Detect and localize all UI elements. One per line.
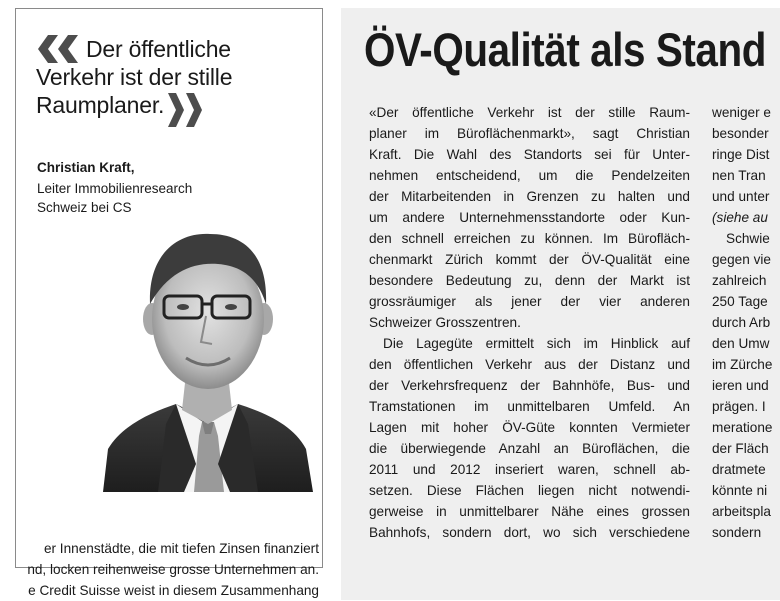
- text-line: Lagen mit hoher ÖV-Güte konnten Vermieter: [369, 420, 690, 435]
- quote-line-1: Der öffentliche: [86, 36, 231, 62]
- text-line: der Fläch: [712, 441, 769, 456]
- text-line: er Innenstädte, die mit tiefen Zinsen finanziert: [43, 541, 319, 556]
- text-line: meratione: [712, 420, 773, 435]
- pull-quote-box: [15, 8, 323, 568]
- text-line: Die Lagegüte ermittelt sich im Hinblick auf: [383, 336, 690, 351]
- text-line: dratmete: [712, 462, 766, 477]
- text-line: im Zürche: [712, 357, 773, 372]
- text-line: und unter: [712, 189, 770, 204]
- quote-author-role: [37, 179, 297, 217]
- text-line: ringe Dist: [712, 147, 770, 162]
- quote-author-name: Christian Kraft,: [37, 160, 135, 175]
- text-line: Tramstationen im unmittelbaren Umfeld. An: [369, 399, 690, 414]
- text-line: Kraft. Die Wahl des Standorts sei für Unter-: [369, 147, 690, 162]
- text-line: «Der öffentliche Verkehr ist der stille Raum-: [369, 105, 690, 120]
- text-line: grossräumiger als jener der vier anderen: [369, 294, 690, 309]
- text-line: gerweise in unmittelbarer Nähe eines grossen: [369, 504, 690, 519]
- text-line: der Mitarbeitenden in Grenzen zu halten und: [369, 189, 690, 204]
- article-column-1: [369, 102, 690, 543]
- close-quote-mark-icon: [168, 93, 204, 127]
- text-line: (siehe au: [712, 210, 768, 225]
- text-line: Schwie: [726, 231, 770, 246]
- author-portrait-photo: [98, 224, 313, 492]
- text-line: zahlreich: [712, 273, 767, 288]
- text-line: die überwiegende Anzahl an Büroflächen, die: [369, 441, 690, 456]
- text-line: könnte ni: [712, 483, 768, 498]
- text-line: sondern: [712, 525, 762, 540]
- article-column-2: [712, 102, 780, 543]
- text-line: besonder: [712, 126, 769, 141]
- text-line: der Verkehrsfrequenz der Bahnhöfe, Bus- und: [369, 378, 690, 393]
- text-line: e Credit Suisse weist in diesem Zusammenhang: [28, 583, 319, 598]
- text-line: 2011 und 2012 inseriert waren, schnell ab-: [369, 462, 690, 477]
- quote-line-2: Verkehr ist der stille: [36, 64, 233, 90]
- text-line: weniger e: [712, 105, 771, 120]
- quote-line-3: Raumplaner.: [36, 92, 165, 118]
- text-line: 250 Tage: [712, 294, 768, 309]
- text-line: nen Tran: [712, 168, 766, 183]
- text-line: um andere Unternehmensstandorte oder Kun-: [369, 210, 690, 225]
- text-line: Schweizer Grosszentren.: [369, 315, 521, 330]
- text-line: prägen. I: [712, 399, 766, 414]
- pull-quote: [36, 35, 306, 127]
- author-role-line: Leiter Immobilienresearch: [37, 181, 193, 196]
- text-line: gegen vie: [712, 252, 771, 267]
- text-line: planer im Büroflächenmarkt», sagt Christian: [369, 126, 690, 141]
- text-line: den schnell erreichen zu können. Im Bürofläch-: [369, 231, 690, 246]
- article-headline: ÖV-Qualität als Stand: [364, 23, 767, 76]
- text-line: den öffentlichen Verkehr aus der Distanz und: [369, 357, 690, 372]
- author-role-line: Schweiz bei CS: [37, 200, 132, 215]
- article-panel: [341, 8, 780, 600]
- text-line: Bahnhofs, sondern dort, wo sich verschiedene: [369, 525, 690, 540]
- text-line: den Umw: [712, 336, 770, 351]
- text-line: durch Arb: [712, 315, 771, 330]
- text-line: nd, locken reihenweise grosse Unternehmen an.: [27, 562, 319, 577]
- text-line: ieren und: [712, 378, 769, 393]
- text-line: setzen. Diese Flächen liegen nicht notwendi-: [369, 483, 690, 498]
- text-line: arbeitspla: [712, 504, 771, 519]
- open-quote-mark-icon: [36, 35, 80, 63]
- previous-article-text: [0, 538, 325, 601]
- text-line: chenmarkt Zürich kommt der ÖV-Qualität eine: [369, 252, 690, 267]
- text-line: besondere Bedeutung zu, denn der Markt ist: [369, 273, 690, 288]
- text-line: nehmen entscheidend, um die Pendelzeiten: [369, 168, 690, 183]
